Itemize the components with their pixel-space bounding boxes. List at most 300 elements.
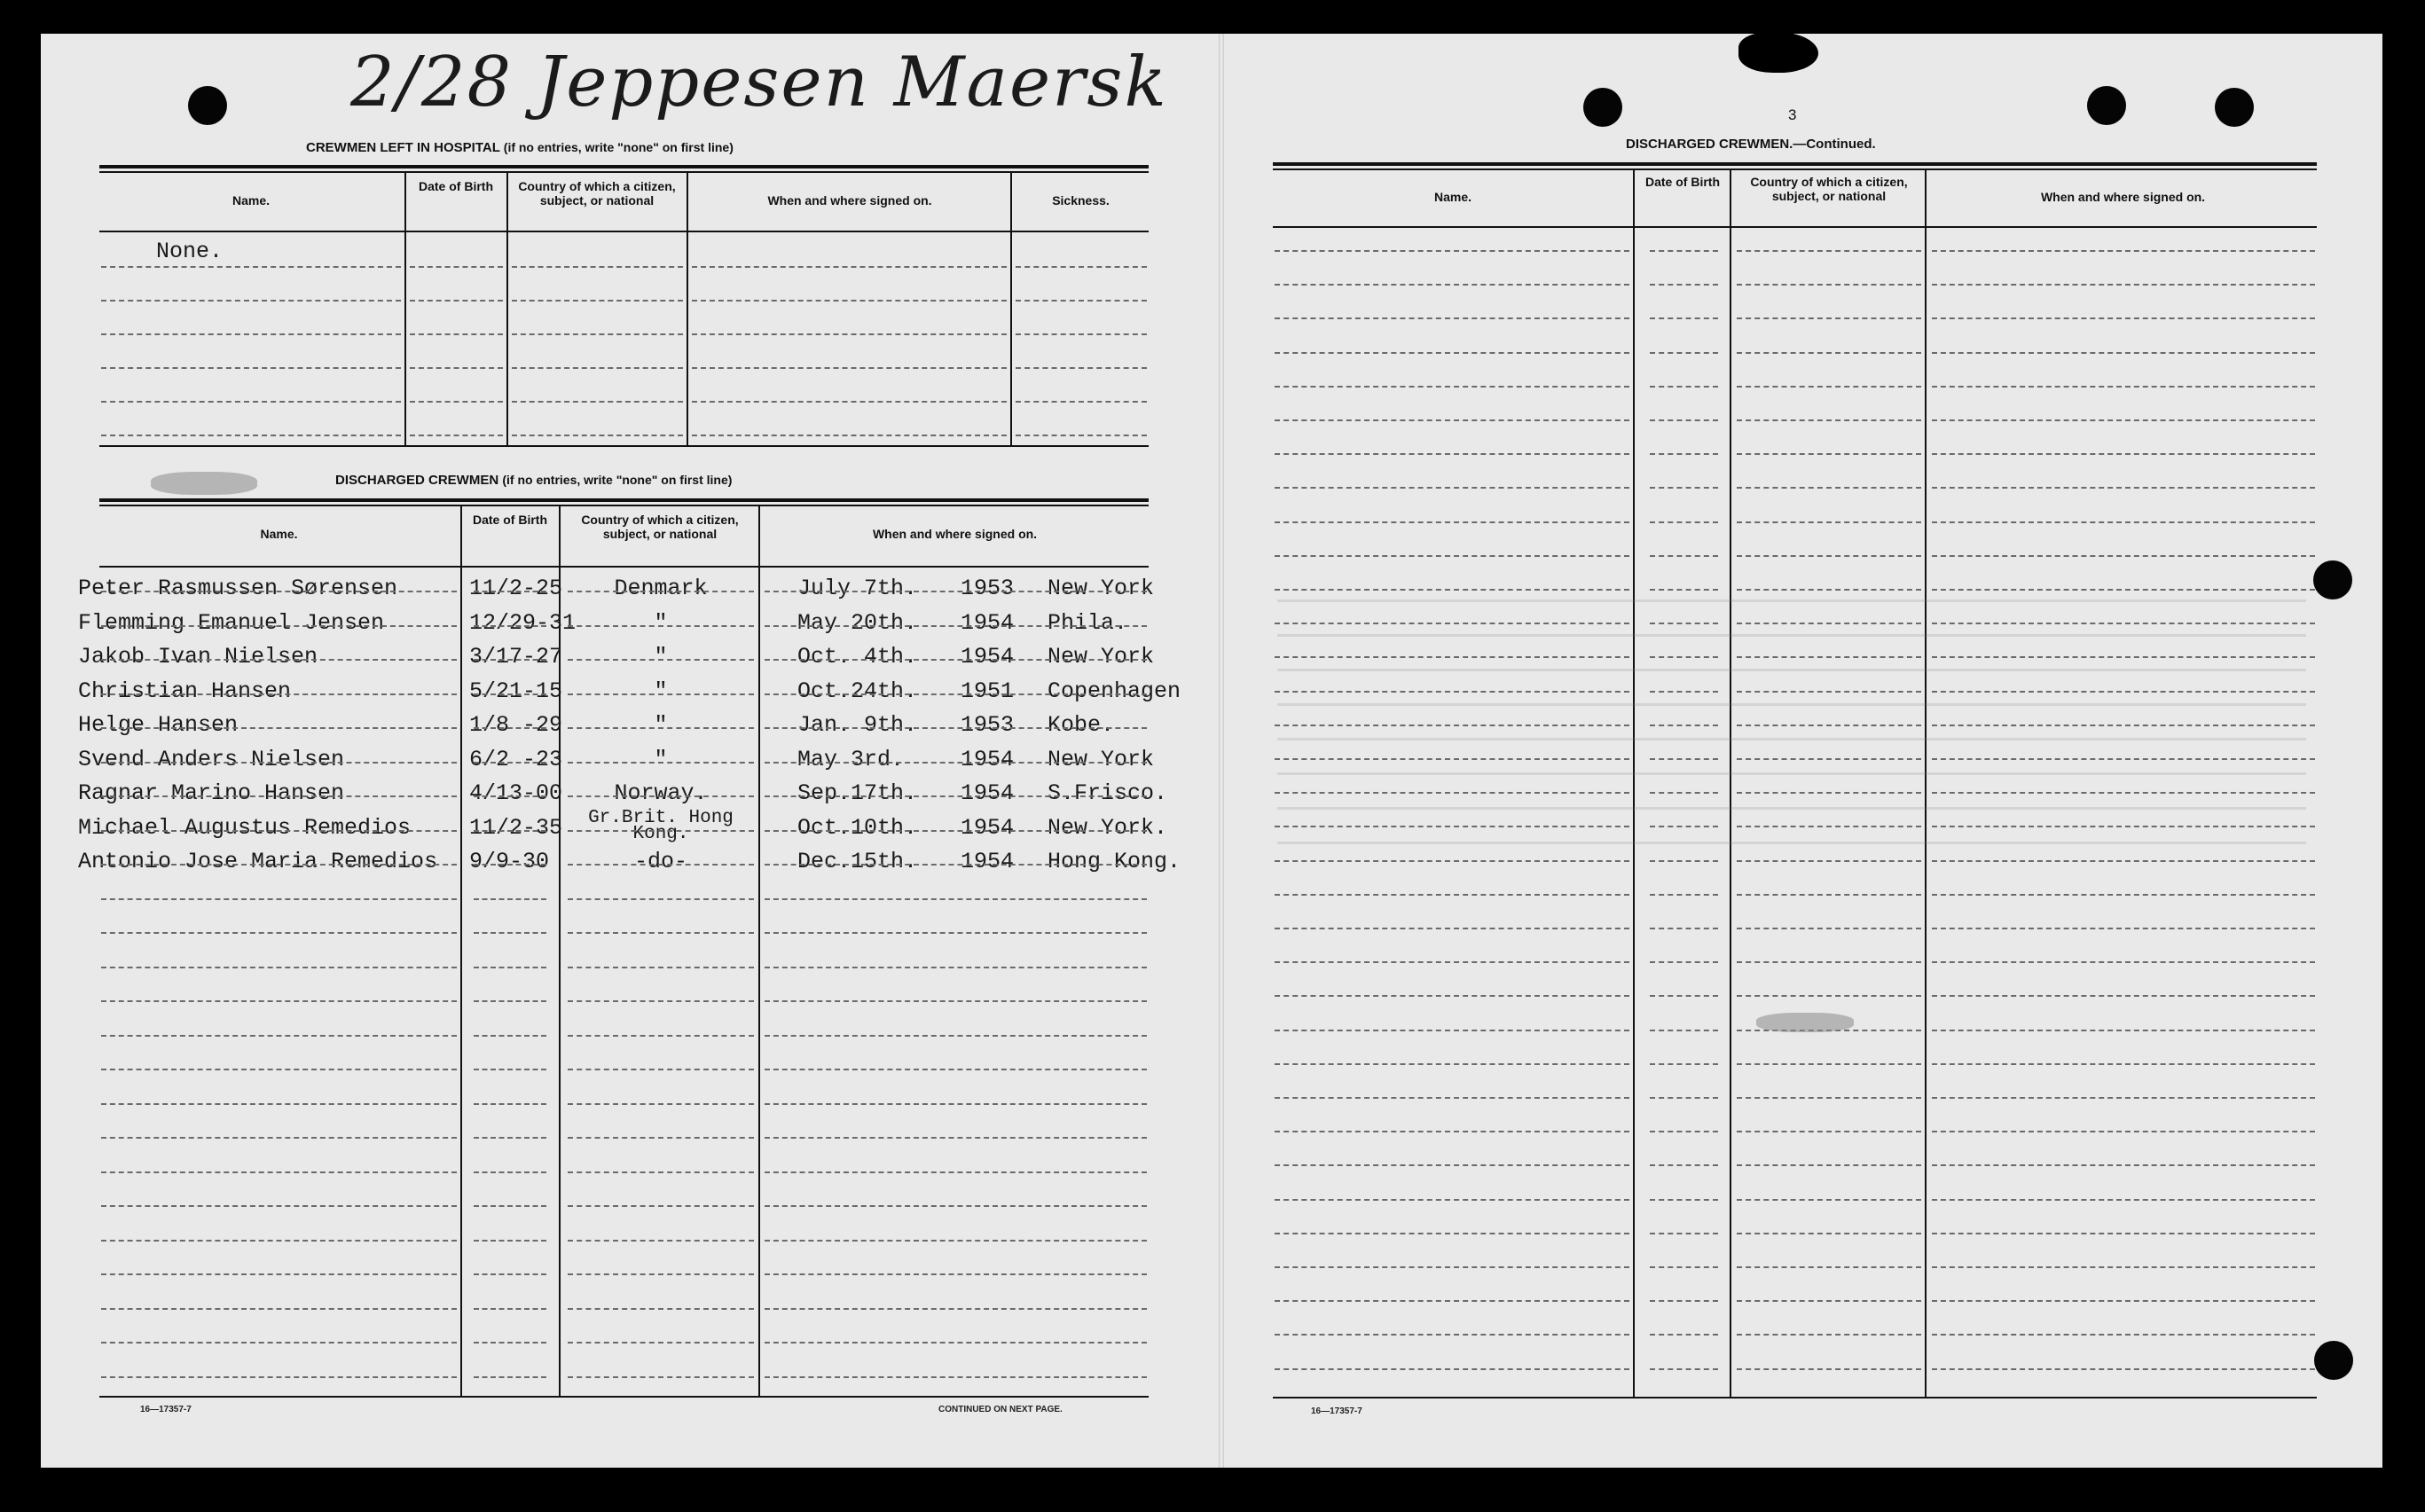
ruled-line	[101, 435, 401, 436]
crew-dob: 5/21-15	[469, 678, 563, 704]
ruled-line	[1275, 419, 1629, 421]
form-number: 16—17357-7	[140, 1405, 192, 1414]
ruled-line	[765, 1171, 1147, 1173]
ruled-line	[474, 1342, 546, 1344]
ruled-line	[1737, 521, 1921, 523]
ruled-line	[1275, 995, 1629, 997]
ruled-line	[512, 266, 683, 268]
continued-note: CONTINUED ON NEXT PAGE.	[938, 1405, 1063, 1414]
ruled-line	[765, 591, 1147, 592]
punch-hole	[2314, 1341, 2353, 1380]
ruled-line	[1275, 1097, 1629, 1099]
ruled-line	[765, 1308, 1147, 1310]
ruled-line	[512, 401, 683, 403]
ruled-line	[568, 693, 754, 695]
ruled-line	[101, 932, 457, 934]
discharged-section-title: DISCHARGED CREWMEN (if no entries, write "none" on first line)	[335, 473, 733, 488]
ruled-line	[101, 1103, 457, 1105]
ruled-line	[765, 693, 1147, 695]
rule	[1273, 162, 2317, 166]
ruled-line	[1650, 521, 1718, 523]
page-fold	[1219, 34, 1224, 1468]
ruled-line	[474, 1137, 546, 1139]
ruled-line	[765, 898, 1147, 900]
ruled-line	[1932, 453, 2315, 455]
hospital-header-name: Name.	[232, 193, 271, 208]
crew-signed-date: July 7th.	[797, 576, 918, 601]
crew-dob: 1/8 -29	[469, 712, 563, 738]
crew-signed-place: Kobe.	[1048, 712, 1115, 738]
page-number: 3	[1788, 106, 1797, 123]
crew-signed-date: Jan. 9th.	[797, 712, 918, 738]
ruled-line	[692, 435, 1007, 436]
ruled-line	[474, 864, 546, 866]
crew-signed-year: 1954	[961, 849, 1015, 874]
hospital-header-signed: When and where signed on.	[767, 193, 932, 208]
ruled-line	[1016, 266, 1147, 268]
ruled-line	[101, 1171, 457, 1173]
ruled-line	[1650, 1097, 1718, 1099]
ruled-line	[1650, 1199, 1718, 1201]
ruled-line	[1275, 1368, 1629, 1370]
ruled-line	[1932, 1131, 2315, 1132]
ruled-line	[568, 1240, 754, 1242]
ruled-line	[1932, 1368, 2315, 1370]
ruled-line	[1016, 435, 1147, 436]
crew-dob: 6/2 -23	[469, 746, 563, 772]
crew-country: "	[654, 678, 668, 704]
ruled-line	[1737, 928, 1921, 929]
ruled-line	[1737, 995, 1921, 997]
ruled-line	[101, 333, 401, 335]
ruled-line	[101, 591, 457, 592]
ruled-line	[1737, 386, 1921, 388]
ruled-line	[1737, 1063, 1921, 1065]
ruled-line	[568, 1342, 754, 1344]
ruled-line	[1932, 894, 2315, 896]
ruled-line	[474, 1171, 546, 1173]
ruled-line	[765, 967, 1147, 968]
hospital-entry: None.	[156, 239, 224, 264]
punch-hole	[188, 86, 227, 125]
form-number: 16—17357-7	[1311, 1406, 1362, 1416]
discharged-header-name: Name.	[260, 527, 298, 541]
ruled-line	[1275, 894, 1629, 896]
crew-signed-date: May 20th.	[797, 609, 918, 636]
crew-dob: 4/13-00	[469, 780, 563, 806]
ruled-line	[1650, 317, 1718, 319]
ruled-line	[1650, 1030, 1718, 1031]
ruled-line	[1737, 961, 1921, 963]
ruled-line	[692, 333, 1007, 335]
crew-country: -do-	[633, 849, 687, 874]
ruled-line	[568, 1273, 754, 1275]
column-divider	[559, 506, 561, 1396]
crew-name: Antonio Jose Maria Remedios	[78, 849, 438, 874]
ruled-line	[568, 727, 754, 729]
crew-signed-year: 1953	[961, 576, 1015, 601]
ruled-line	[1650, 1368, 1718, 1370]
ruled-line	[474, 1308, 546, 1310]
ruled-line	[101, 1240, 457, 1242]
crew-signed-place: New York	[1048, 576, 1155, 601]
ruled-line	[1275, 521, 1629, 523]
ruled-line	[692, 367, 1007, 369]
ruled-line	[101, 1137, 457, 1139]
ruled-line	[101, 1308, 457, 1310]
ruled-line	[101, 762, 457, 764]
ruled-line	[1275, 250, 1629, 252]
ruled-line	[1275, 487, 1629, 489]
ruled-line	[765, 795, 1147, 797]
crew-signed-place: S.Frisco.	[1048, 780, 1168, 806]
ruled-line	[1275, 1030, 1629, 1031]
ruled-line	[568, 1171, 754, 1173]
ink-smudge	[1756, 1013, 1854, 1032]
hospital-header-dob: Date of Birth	[419, 179, 493, 193]
ruled-line	[1650, 961, 1718, 963]
crew-name: Peter Rasmussen Sørensen	[78, 576, 398, 601]
ruled-line	[1737, 1233, 1921, 1234]
ruled-line	[1650, 386, 1718, 388]
ruled-line	[765, 1376, 1147, 1378]
rule	[99, 445, 1149, 447]
ruled-line	[474, 591, 546, 592]
crew-signed-year: 1954	[961, 780, 1015, 806]
punch-hole	[2313, 560, 2352, 599]
crew-signed-date: Oct.24th.	[797, 678, 918, 704]
ruled-line	[474, 1273, 546, 1275]
crew-signed-year: 1954	[961, 814, 1015, 841]
ruled-line	[1275, 1199, 1629, 1201]
ruled-line	[1932, 1097, 2315, 1099]
crew-dob: 12/29-31	[469, 609, 577, 636]
rule	[99, 1396, 1149, 1398]
ruled-line	[512, 300, 683, 302]
ruled-line	[1737, 453, 1921, 455]
ruled-line	[568, 795, 754, 797]
ruled-line	[568, 830, 754, 832]
ruled-line	[101, 967, 457, 968]
ruled-line	[101, 659, 457, 661]
ruled-line	[1650, 1266, 1718, 1268]
discharged-header-country: Country of which a citizen, subject, or national	[581, 513, 739, 541]
ruled-line	[410, 266, 503, 268]
hospital-header-country: Country of which a citizen, subject, or national	[518, 179, 676, 208]
ruled-line	[568, 659, 754, 661]
ruled-line	[1275, 1131, 1629, 1132]
ruled-line	[1737, 1334, 1921, 1336]
ruled-line	[474, 1000, 546, 1002]
ruled-line	[1932, 487, 2315, 489]
ruled-line	[1650, 1334, 1718, 1336]
ruled-line	[1650, 419, 1718, 421]
ruled-line	[1275, 928, 1629, 929]
ruled-line	[1932, 1233, 2315, 1234]
ruled-line	[474, 898, 546, 900]
ruled-line	[1650, 1164, 1718, 1166]
crew-signed-date: Oct.10th.	[797, 814, 918, 841]
crew-dob: 11/2-25	[469, 576, 563, 601]
ruled-line	[1650, 352, 1718, 354]
ruled-line	[1737, 1131, 1921, 1132]
crew-country: "	[654, 712, 668, 738]
ruled-line	[1737, 419, 1921, 421]
crew-signed-place: New York	[1048, 746, 1155, 772]
ruled-line	[765, 1069, 1147, 1070]
ruled-line	[474, 1103, 546, 1105]
ruled-line	[101, 830, 457, 832]
rule	[1273, 226, 2317, 228]
punch-hole	[2215, 88, 2254, 127]
ruled-line	[765, 1240, 1147, 1242]
crew-signed-place: Copenhagen	[1048, 678, 1181, 704]
ruled-line	[1650, 555, 1718, 557]
ruled-line	[1932, 352, 2315, 354]
column-divider	[460, 506, 462, 1396]
ruled-line	[474, 1205, 546, 1207]
crew-signed-year: 1953	[961, 712, 1015, 738]
column-divider	[404, 173, 406, 445]
column-divider	[1010, 173, 1012, 445]
ruled-line	[410, 300, 503, 302]
ruled-line	[1650, 250, 1718, 252]
crew-signed-place: New York.	[1048, 814, 1168, 841]
ruled-line	[101, 266, 401, 268]
ruled-line	[692, 300, 1007, 302]
ruled-line	[568, 1035, 754, 1037]
crew-country: "	[654, 746, 668, 772]
right-header-country: Country of which a citizen, subject, or national	[1750, 175, 1908, 203]
ruled-line	[765, 932, 1147, 934]
ruled-line	[101, 795, 457, 797]
ruled-line	[765, 659, 1147, 661]
crew-signed-year: 1951	[961, 678, 1015, 704]
rule	[99, 171, 1149, 173]
ruled-line	[765, 1273, 1147, 1275]
ruled-line	[474, 830, 546, 832]
ruled-line	[101, 1069, 457, 1070]
crew-signed-year: 1954	[961, 644, 1015, 670]
ruled-line	[474, 1035, 546, 1037]
crew-country: "	[654, 644, 668, 670]
ruled-line	[1932, 1030, 2315, 1031]
ruled-line	[1650, 1131, 1718, 1132]
rule	[99, 231, 1149, 232]
ruled-line	[410, 333, 503, 335]
ruled-line	[1016, 367, 1147, 369]
ruled-line	[101, 1342, 457, 1344]
torn-edge	[1738, 32, 1818, 73]
ruled-line	[1737, 1097, 1921, 1099]
ruled-line	[1275, 317, 1629, 319]
ruled-line	[1932, 555, 2315, 557]
hospital-header-sickness: Sickness.	[1052, 193, 1110, 208]
ruled-line	[474, 762, 546, 764]
ruled-line	[1737, 284, 1921, 286]
ruled-line	[1650, 284, 1718, 286]
crew-name: Flemming Emanuel Jensen	[78, 609, 385, 636]
ruled-line	[474, 795, 546, 797]
ruled-line	[568, 1376, 754, 1378]
ruled-line	[101, 898, 457, 900]
ruled-line	[568, 1000, 754, 1002]
ruled-line	[1932, 284, 2315, 286]
ruled-line	[1932, 1199, 2315, 1201]
ruled-line	[101, 625, 457, 627]
ruled-line	[474, 932, 546, 934]
crew-signed-place: Hong Kong.	[1048, 849, 1181, 874]
ruled-line	[1275, 453, 1629, 455]
ruled-line	[1932, 250, 2315, 252]
ruled-line	[765, 1000, 1147, 1002]
ruled-line	[474, 659, 546, 661]
crew-dob: 3/17-27	[469, 644, 563, 670]
ruled-line	[101, 1273, 457, 1275]
ruled-line	[765, 762, 1147, 764]
ruled-line	[568, 932, 754, 934]
ruled-line	[1932, 1300, 2315, 1302]
punch-hole	[1583, 88, 1622, 127]
ruled-line	[765, 1205, 1147, 1207]
ruled-line	[101, 727, 457, 729]
ruled-line	[1737, 1368, 1921, 1370]
ruled-line	[1932, 1334, 2315, 1336]
ruled-line	[474, 1069, 546, 1070]
ruled-line	[474, 693, 546, 695]
discharged-header-signed: When and where signed on.	[872, 527, 1038, 541]
ruled-line	[568, 1103, 754, 1105]
ruled-line	[1275, 1164, 1629, 1166]
ruled-line	[1650, 487, 1718, 489]
crew-signed-place: Phila.	[1048, 609, 1128, 636]
ruled-line	[101, 300, 401, 302]
ruled-line	[1737, 317, 1921, 319]
ruled-line	[1275, 352, 1629, 354]
ruled-line	[568, 591, 754, 592]
ruled-line	[410, 401, 503, 403]
ruled-line	[568, 1205, 754, 1207]
ruled-line	[410, 435, 503, 436]
crew-dob: 9/9-30	[469, 849, 550, 874]
ruled-line	[1275, 1300, 1629, 1302]
right-header-name: Name.	[1433, 190, 1472, 204]
ruled-line	[1932, 1266, 2315, 1268]
ruled-line	[1275, 386, 1629, 388]
rule	[99, 566, 1149, 568]
crew-name: Christian Hansen	[78, 678, 292, 704]
ruled-line	[410, 367, 503, 369]
ruled-line	[512, 333, 683, 335]
ruled-line	[474, 1376, 546, 1378]
ruled-line	[1932, 521, 2315, 523]
ruled-line	[1275, 1334, 1629, 1336]
ruled-line	[101, 693, 457, 695]
bleed-through	[1277, 575, 2306, 876]
ruled-line	[765, 625, 1147, 627]
ruled-line	[474, 625, 546, 627]
ruled-line	[1932, 928, 2315, 929]
ruled-line	[568, 1069, 754, 1070]
crew-name: Svend Anders Nielsen	[78, 746, 345, 772]
ruled-line	[692, 401, 1007, 403]
discharged-header-dob: Date of Birth	[473, 513, 547, 527]
right-section-title: DISCHARGED CREWMEN.—Continued.	[1626, 137, 1876, 152]
crew-name: Jakob Ivan Nielsen	[78, 644, 318, 670]
rule	[99, 505, 1149, 506]
rule	[99, 498, 1149, 502]
ruled-line	[1737, 352, 1921, 354]
ink-smudge	[151, 472, 257, 495]
ruled-line	[1650, 894, 1718, 896]
ruled-line	[1737, 250, 1921, 252]
ruled-line	[765, 864, 1147, 866]
ruled-line	[568, 1137, 754, 1139]
ruled-line	[1932, 419, 2315, 421]
ruled-line	[692, 266, 1007, 268]
crew-name: Helge Hansen	[78, 712, 239, 738]
crew-signed-date: Dec.15th.	[797, 849, 918, 874]
ruled-line	[568, 898, 754, 900]
rule	[1273, 168, 2317, 170]
ruled-line	[1737, 555, 1921, 557]
crew-dob: 11/2-35	[469, 814, 563, 841]
column-divider	[506, 173, 508, 445]
punch-hole	[2087, 86, 2126, 125]
ruled-line	[512, 435, 683, 436]
crew-country: Denmark	[614, 576, 708, 601]
ruled-line	[1932, 317, 2315, 319]
ruled-line	[765, 1035, 1147, 1037]
ruled-line	[1650, 995, 1718, 997]
ruled-line	[1932, 961, 2315, 963]
crew-signed-year: 1954	[961, 746, 1015, 772]
crew-name: Ragnar Marino Hansen	[78, 780, 345, 806]
crew-signed-place: New York	[1048, 644, 1155, 670]
rule	[99, 165, 1149, 168]
ruled-line	[765, 1137, 1147, 1139]
ruled-line	[101, 401, 401, 403]
ruled-line	[1650, 1233, 1718, 1234]
ruled-line	[1016, 401, 1147, 403]
ruled-line	[1275, 1063, 1629, 1065]
ruled-line	[101, 1035, 457, 1037]
ruled-line	[568, 1308, 754, 1310]
ruled-line	[1737, 1300, 1921, 1302]
ruled-line	[1932, 1164, 2315, 1166]
ruled-line	[1737, 1266, 1921, 1268]
ruled-line	[474, 967, 546, 968]
ruled-line	[474, 727, 546, 729]
ruled-line	[1737, 1199, 1921, 1201]
ruled-line	[1932, 995, 2315, 997]
crew-country: "	[654, 609, 668, 636]
crew-signed-date: Sep.17th.	[797, 780, 918, 806]
ruled-line	[101, 1205, 457, 1207]
right-header-signed: When and where signed on.	[2040, 190, 2206, 204]
ruled-line	[512, 367, 683, 369]
ruled-line	[101, 864, 457, 866]
ruled-line	[765, 727, 1147, 729]
hospital-section-title: CREWMEN LEFT IN HOSPITAL (if no entries, write "none" on first line)	[306, 140, 734, 155]
crew-signed-date: May 3rd.	[797, 746, 905, 772]
ruled-line	[1016, 300, 1147, 302]
ruled-line	[1650, 1300, 1718, 1302]
ruled-line	[765, 830, 1147, 832]
ruled-line	[568, 625, 754, 627]
crew-name: Michael Augustus Remedios	[78, 814, 412, 841]
right-header-dob: Date of Birth	[1645, 175, 1720, 189]
